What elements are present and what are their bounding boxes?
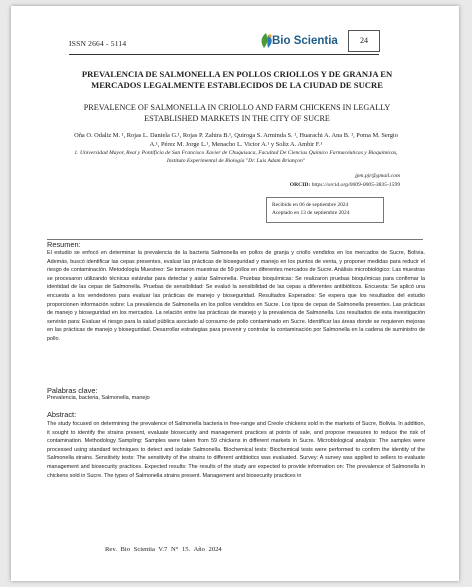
resumen-heading: Resumen:	[47, 240, 81, 249]
section-divider	[47, 239, 423, 240]
page-footer: Rev. Bio Scientia V.7 N° 15. Año 2024	[105, 546, 222, 553]
page-number-box: 24	[348, 30, 380, 52]
journal-logo	[258, 30, 348, 52]
authors-list: Oña O. Odaliz M. ¹, Rojas L. Daniela G.¹, Rojas P. Zahira B.¹, Quiroga S. Arminda S. ¹, Huarachi A. Ana B. ¹, Poma M. Sergio A.¹, Pérez M. Jorge L.¹, Menacho L. Victor A.¹ y Soliz A. Ambir F.¹	[74, 132, 398, 148]
header-rule	[69, 54, 379, 55]
document-page	[11, 6, 459, 581]
orcid-line[interactable]	[211, 182, 400, 188]
issn-label: ISSN 2664 - 5114	[69, 39, 127, 48]
keywords-text: Prevalencia, bacteria, Salmonella, manejo	[47, 395, 150, 401]
logo-text: Bio Scientia	[272, 35, 338, 47]
keywords-heading: Palabras clave:	[47, 386, 98, 395]
received-date: Recibido en 06 de septiembre 2024	[272, 202, 349, 208]
abstract-text: The study focused on determining the prevalence of Salmonella bacteria in free-range and Creole chickens sold in the markets of Sucre, Bolivia. In addition, it sought to identify the strains present, evaluate biosecurity and management practices at points of sale, and propose measures to reduce the risk of contamination. Methodology Sampling: Samples were taken from 59 chickens in different markets in Sucre. Microbiological analysis: The samples were processed using standard techniques to detect and isolate Salmonella. Biochemical tests: Biochemical tests were performed to confirm the identity of the Salmonella strains. Sensitivity tests: The sensitivity of the strains to different antibiotics was evaluated. Survey: A survey was applied to sellers to evaluate management and biosecurity practices. Expected results: The results of the study are expected to provide information on: The prevalence of Salmonella in chickens sold in Sucre. The types of Salmonella strains present. Management and biosecurity practices in	[47, 421, 425, 479]
orcid-label: ORCID:	[289, 182, 311, 188]
contact-email[interactable]: jpm.pjr@gmail.com	[355, 173, 400, 179]
accepted-date: Aceptado en 13 de septiembre 2024	[272, 210, 350, 216]
orcid-link[interactable]: https://orcid.org/0009-0005-3835-1599	[311, 182, 400, 188]
affiliation: 1. Universidad Mayor, Real y Pontificia de San Francisco Xavier de Chuquisaca, Facultad De Ciencias Químico Farmacéuticas y Bioquímicas, Instituto Experimental de Biología "Dr. Luis Adam Briançon"	[74, 150, 398, 164]
dates-box	[266, 197, 384, 223]
title-english: PREVALENCE OF SALMONELLA IN CRIOLLO AND FARM CHICKENS IN LEGALLY ESTABLISHED MARKETS IN THE CITY OF SUCRE	[83, 103, 391, 123]
resumen-text: El estudio se enfocó en determinar la prevalencia de la bacteria Salmonella en pollos de granja y criollo vendidos en los mercados de Sucre, Bolivia. Además, buscó identificar las cepas presentes, evaluar las prácticas de bioseguridad y manejo en los puntos de venta, y proponer medidas para reducir el riesgo de contaminación. Metodología Muestreo: Se tomaron muestras de 59 pollos en diferentes mercados de Sucre. Análisis microbiológico: Las muestras se procesaron utilizando técnicas estándar para detectar y aislar Salmonella. Pruebas bioquímicas: Se realizaron pruebas bioquímicas para confirmar la identidad de las cepas de Salmonella. Pruebas de sensibilidad: Se evaluó la sensibilidad de las cepas a diferentes antibióticos. Encuesta: Se aplicó una encuesta a los vendedores para evaluar las prácticas de manejo y bioseguridad. Resultados Esperados: Se espera que los resultados del estudio proporcionen información sobre: La prevalencia de Salmonella en los pollos vendidos en Sucre. Los tipos de cepas de Salmonella presentes. Las prácticas de manejo y bioseguridad en los mercados. La relación entre las prácticas de manejo y la prevalencia de Salmonella. Los resultados de esta investigación servirán para: Evaluar el riesgo para la salud pública asociado al consumo de pollo contaminado en Sucre. Identificar las áreas donde se requieren mejoras en las prácticas de manejo y bioseguridad. Desarrollar estrategias para prevenir y controlar la contaminación por Salmonella en la cadena de suministro de pollo.	[47, 250, 425, 342]
title-spanish: PREVALENCIA DE SALMONELLA EN POLLOS CRIOLLOS Y DE GRANJA EN MERCADOS LEGALMENTE ESTABLECIDOS DE LA CIUDAD DE SUCRE	[81, 69, 393, 90]
abstract-heading: Abstract:	[47, 410, 77, 419]
